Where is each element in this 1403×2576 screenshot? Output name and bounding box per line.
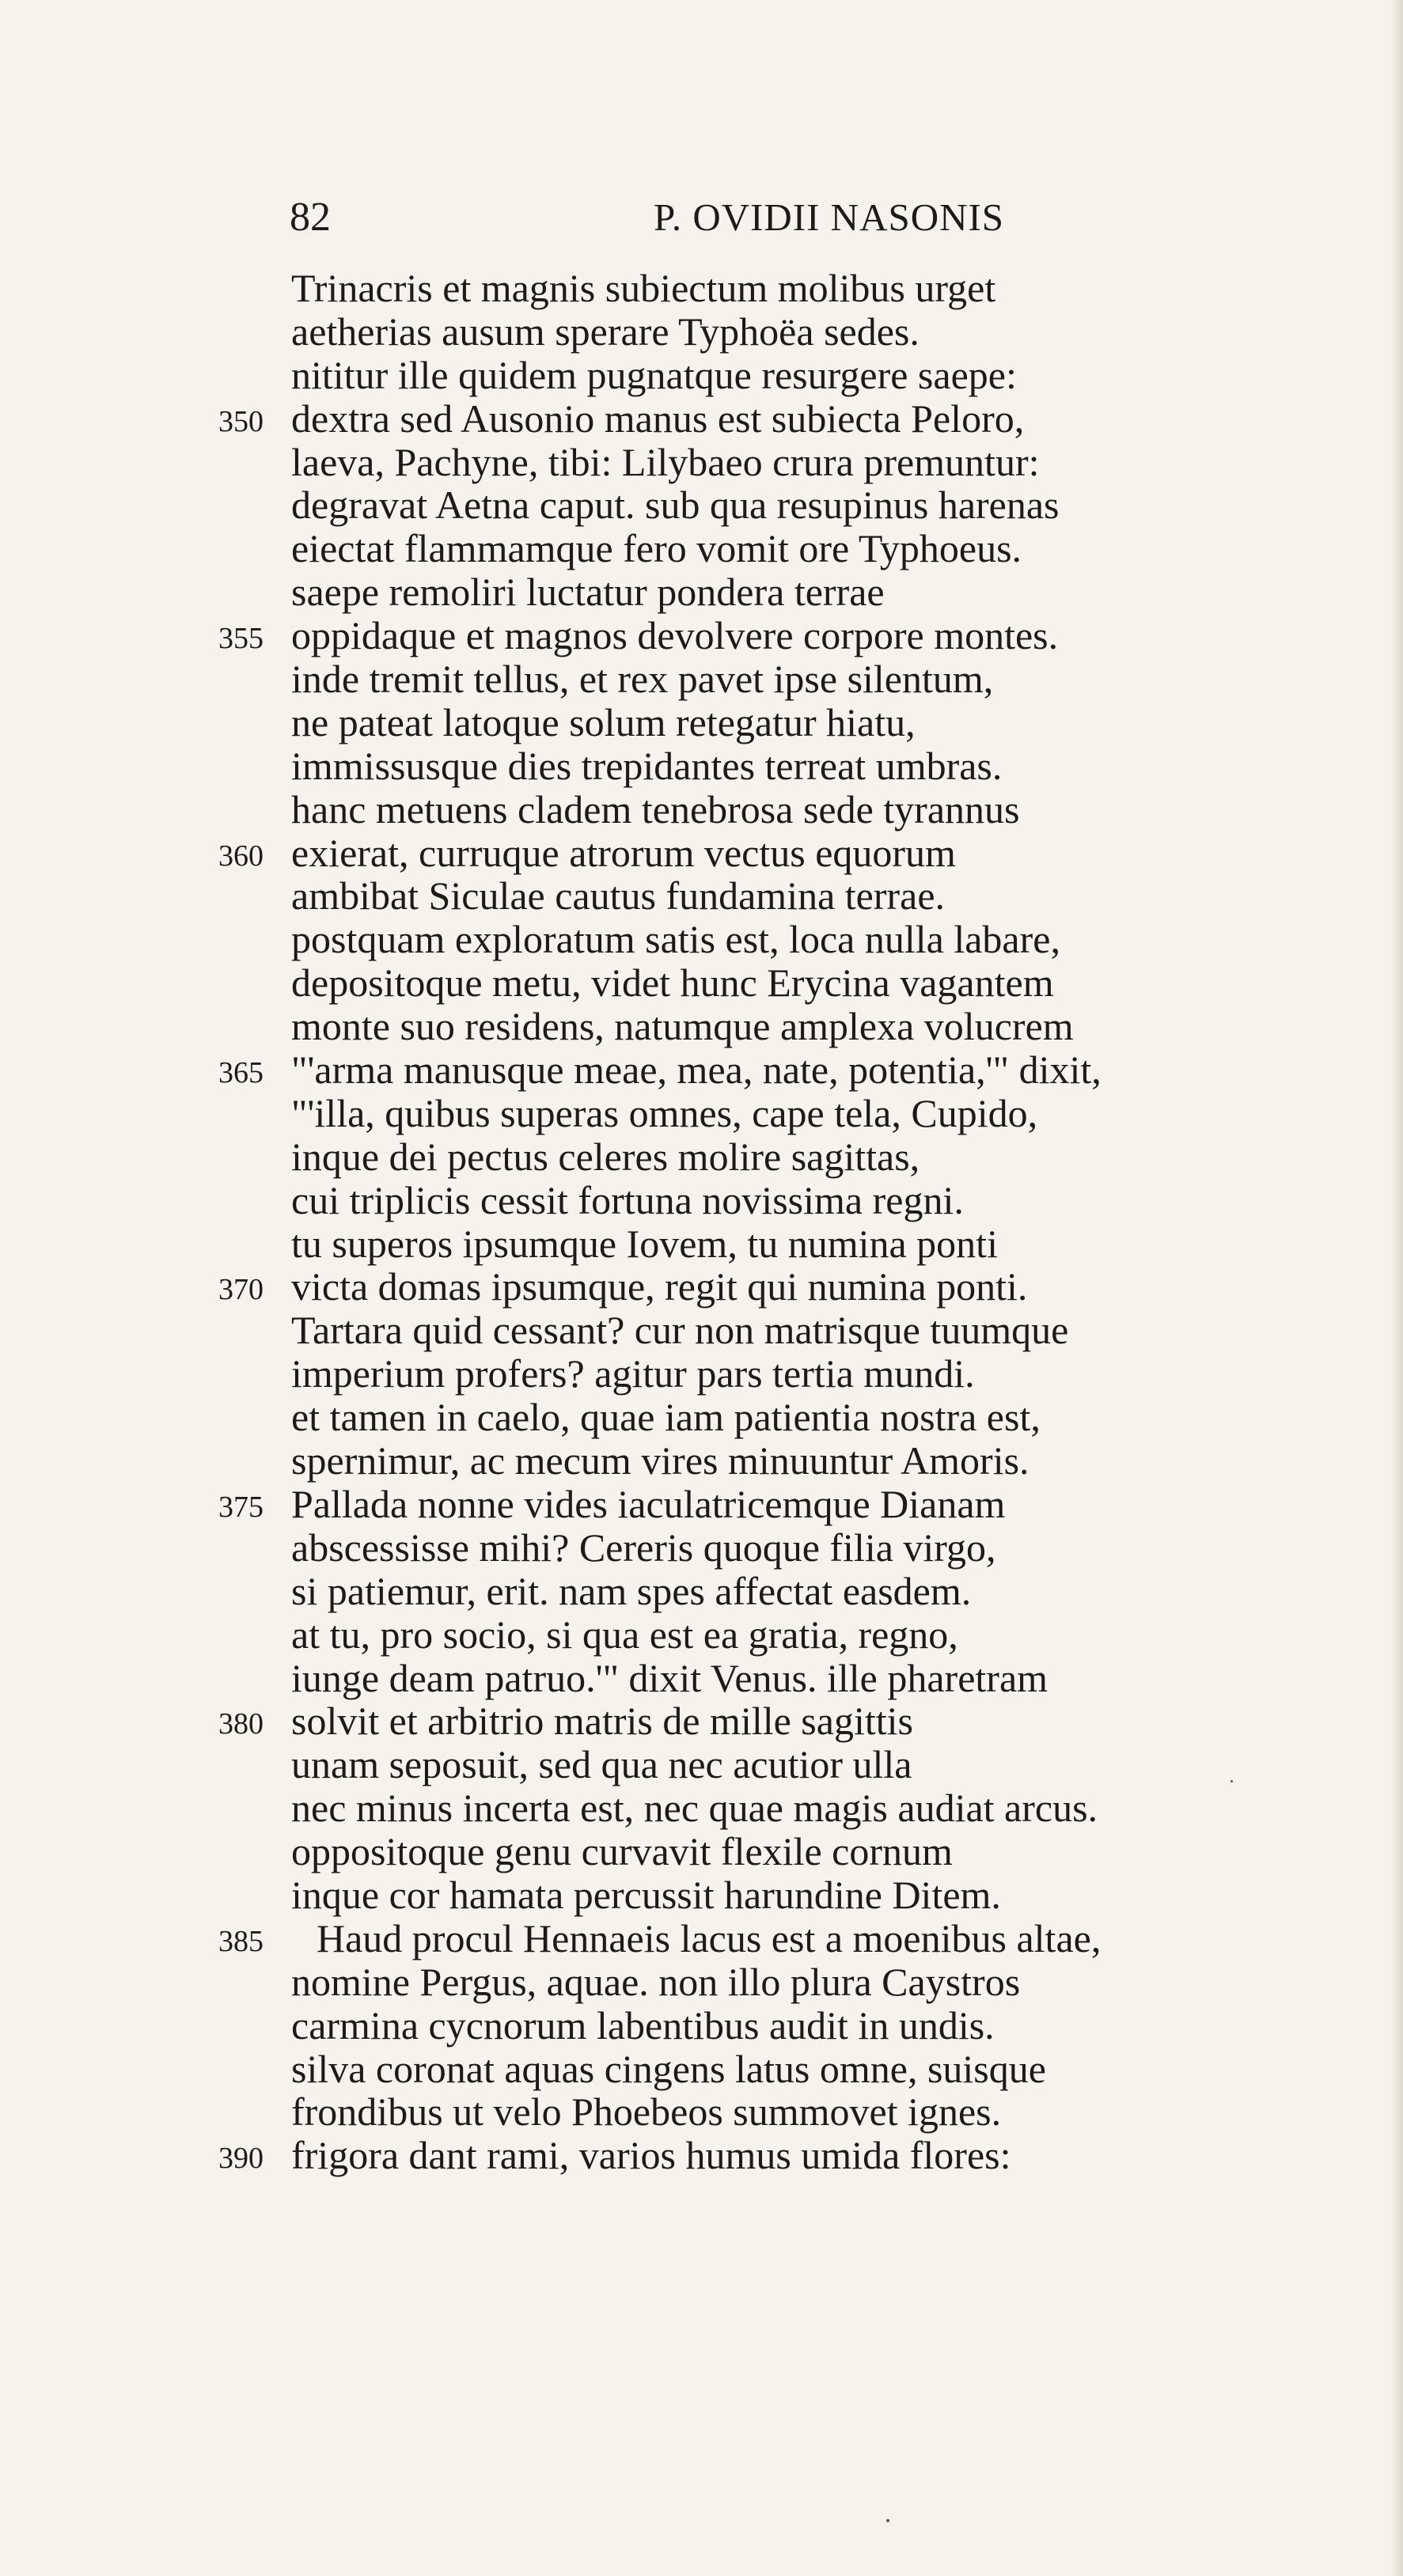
verse-text: Pallada nonne vides iaculatricemque Dianam (291, 1481, 1006, 1526)
verse-line (0, 657, 1403, 701)
verse-text: si patiemur, erit. nam spes affectat easdem. (291, 1568, 972, 1613)
verse-line (0, 614, 1403, 657)
verse-block (0, 267, 1403, 2177)
line-number: 390 (218, 2142, 264, 2176)
verse-text: carmina cycnorum labentibus audit in undis. (291, 2002, 995, 2048)
verse-text: dextra sed Ausonio manus est subiecta Peloro, (291, 396, 1025, 441)
verse-line (0, 570, 1403, 614)
verse-text: iunge deam patruo.'" dixit Venus. ille pharetram (291, 1655, 1048, 1700)
verse-line (0, 1483, 1403, 1526)
verse-text: frondibus ut velo Phoebeos summovet ignes. (291, 2089, 1002, 2135)
verse-line (0, 1179, 1403, 1222)
verse-text: monte suo residens, natumque amplexa volucrem (291, 1004, 1074, 1049)
verse-text: ambibat Siculae cautus fundamina terrae. (291, 873, 946, 919)
verse-text: "'arma manusque meae, mea, nate, potentia,'" dixit, (291, 1047, 1102, 1093)
verse-text: imperium profers? agitur pars tertia mundi. (291, 1351, 975, 1396)
verse-line (0, 701, 1403, 744)
verse-text: inde tremit tellus, et rex pavet ipse silentum, (291, 657, 994, 702)
verse-line (0, 1092, 1403, 1135)
verse-line (0, 1048, 1403, 1092)
verse-text: degravat Aetna caput. sub qua resupinus harenas (291, 483, 1060, 528)
verse-line (0, 310, 1403, 354)
verse-line (0, 2090, 1403, 2134)
line-number: 360 (218, 839, 264, 873)
verse-line (0, 918, 1403, 961)
verse-text: postquam exploratum satis est, loca nulla labare, (291, 917, 1060, 962)
verse-text: eiectat flammamque fero vomit ore Typhoeus. (291, 526, 1022, 571)
verse-line (0, 1830, 1403, 1873)
verse-text: nomine Pergus, aquae. non illo plura Caystros (291, 1959, 1021, 2004)
verse-line (0, 1352, 1403, 1396)
verse-text: exierat, curruque atrorum vectus equorum (291, 830, 956, 875)
verse-text: nititur ille quidem pugnatque resurgere saepe: (291, 352, 1017, 397)
verse-text: nec minus incerta est, nec quae magis audiat arcus. (291, 1786, 1098, 1831)
verse-line (0, 1222, 1403, 1266)
verse-line (0, 832, 1403, 875)
paper-speck (886, 2519, 889, 2522)
verse-line (0, 483, 1403, 527)
verse-line (0, 2134, 1403, 2177)
line-number: 370 (218, 1273, 264, 1307)
verse-line (0, 744, 1403, 788)
verse-line (0, 874, 1403, 918)
verse-text: oppositoque genu curvavit flexile cornum (291, 1829, 953, 1874)
verse-text: immissusque dies trepidantes terreat umbras. (291, 743, 1003, 788)
verse-line (0, 1699, 1403, 1743)
paper-speck (1230, 1780, 1233, 1782)
verse-line (0, 1657, 1403, 1700)
verse-text: at tu, pro socio, si qua est ea gratia, regno, (291, 1612, 958, 1657)
verse-line (0, 1960, 1403, 2004)
verse-text: depositoque metu, videt hunc Erycina vagantem (291, 960, 1054, 1006)
verse-line (0, 1786, 1403, 1830)
verse-text: laeva, Pachyne, tibi: Lilybaeo crura premuntur: (291, 439, 1040, 484)
verse-text: victa domas ipsumque, regit qui numina ponti. (291, 1264, 1028, 1309)
verse-text: solvit et arbitrio matris de mille sagittis (291, 1699, 913, 1744)
verse-text: abscessisse mihi? Cereris quoque filia virgo, (291, 1525, 996, 1570)
verse-text: inque dei pectus celeres molire sagittas, (291, 1134, 920, 1179)
page-header (0, 190, 1403, 245)
verse-line (0, 1135, 1403, 1179)
verse-line (0, 1526, 1403, 1570)
verse-line (0, 1005, 1403, 1048)
line-number: 380 (218, 1707, 264, 1741)
verse-line (0, 1917, 1403, 1960)
verse-line (0, 267, 1403, 310)
verse-line (0, 441, 1403, 484)
verse-text: et tamen in caelo, quae iam patientia nostra est, (291, 1395, 1041, 1440)
verse-text: saepe remoliri luctatur pondera terrae (291, 570, 885, 615)
verse-line (0, 1396, 1403, 1439)
verse-text: hanc metuens cladem tenebrosa sede tyrannus (291, 786, 1020, 832)
verse-line (0, 1570, 1403, 1613)
verse-text: Haud procul Hennaeis lacus est a moenibus altae, (317, 1915, 1102, 1960)
verse-line (0, 1265, 1403, 1309)
line-number: 375 (218, 1490, 264, 1524)
verse-text: frigora dant rami, varios humus umida flores: (291, 2133, 1011, 2178)
verse-text: "'illa, quibus superas omnes, cape tela, Cupido, (291, 1090, 1038, 1135)
verse-text: cui triplicis cessit fortuna novissima regni. (291, 1177, 964, 1222)
verse-text: Tartara quid cessant? cur non matrisque tuumque (291, 1308, 1069, 1353)
verse-line (0, 2004, 1403, 2048)
running-title: P. OVIDII NASONIS (654, 195, 1005, 239)
verse-line (0, 1873, 1403, 1917)
line-number: 365 (218, 1056, 264, 1090)
verse-line (0, 354, 1403, 397)
verse-line (0, 397, 1403, 441)
verse-text: aetherias ausum sperare Typhoëa sedes. (291, 309, 920, 354)
line-number: 355 (218, 622, 264, 656)
verse-text: unam seposuit, sed qua nec acutior ulla (291, 1742, 912, 1787)
verse-line (0, 1613, 1403, 1657)
verse-line (0, 961, 1403, 1005)
verse-text: tu superos ipsumque Iovem, tu numina ponti (291, 1221, 998, 1266)
verse-line (0, 527, 1403, 570)
verse-text: spernimur, ac mecum vires minuuntur Amoris. (291, 1438, 1029, 1483)
page-number: 82 (290, 195, 331, 240)
verse-line (0, 1309, 1403, 1352)
verse-line (0, 2048, 1403, 2091)
verse-text: silva coronat aquas cingens latus omne, suisque (291, 2046, 1046, 2091)
verse-text: oppidaque et magnos devolvere corpore montes. (291, 613, 1059, 658)
verse-line (0, 788, 1403, 832)
verse-text: Trinacris et magnis subiectum molibus urget (291, 266, 996, 310)
verse-line (0, 1743, 1403, 1786)
line-number: 385 (218, 1924, 264, 1958)
verse-line (0, 1439, 1403, 1483)
line-number: 350 (218, 404, 264, 438)
verse-text: inque cor hamata percussit harundine Ditem. (291, 1872, 1001, 1917)
verse-text: ne pateat latoque solum retegatur hiatu, (291, 699, 916, 744)
